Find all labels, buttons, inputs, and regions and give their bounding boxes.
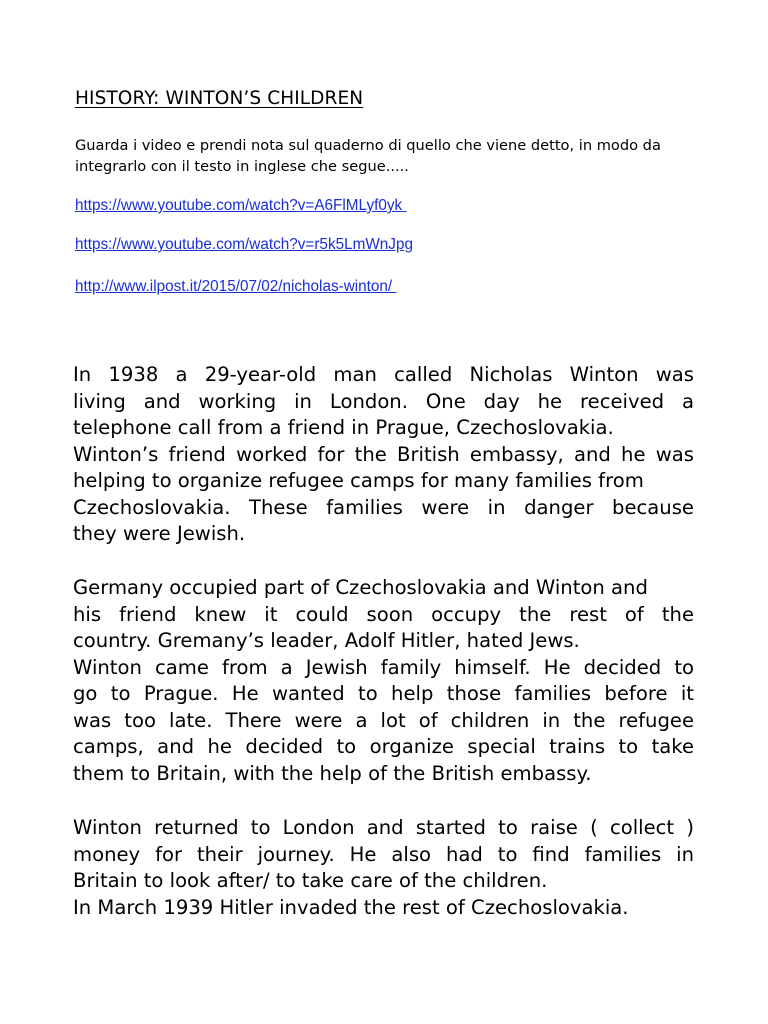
video-link-2[interactable]: https://www.youtube.com/watch?v=r5k5LmWnJpg	[75, 236, 413, 253]
paragraph-line: In 1938 a 29-year-old man called Nicholas Winton was	[73, 363, 694, 386]
paragraph-line: they were Jewish.	[73, 522, 246, 545]
paragraph-line: helping to organize refugee camps for many families from	[73, 469, 644, 492]
paragraph-2	[73, 575, 694, 787]
paragraph-line: telephone call from a friend in Prague, Czechoslovakia.	[73, 416, 614, 439]
video-link-1[interactable]: https://www.youtube.com/watch?v=A6FlMLyf0yk	[75, 197, 407, 214]
paragraph-line: Germany occupied part of Czechoslovakia and Winton and	[73, 576, 648, 599]
paragraph-line: camps, and he decided to organize special trains to take	[73, 735, 694, 758]
paragraph-line: was too late. There were a lot of children in the refugee	[73, 708, 694, 732]
paragraph-3	[73, 815, 694, 921]
article-link[interactable]: http://www.ilpost.it/2015/07/02/nicholas-winton/	[75, 278, 397, 295]
paragraph-line: living and working in London. One day he received a	[73, 389, 694, 413]
paragraph-line: In March 1939 Hitler invaded the rest of Czechoslovakia.	[73, 895, 629, 919]
page-title: HISTORY: WINTON’S CHILDREN	[75, 88, 364, 109]
paragraph-line: Winton returned to London and started to raise ( collect )	[73, 816, 694, 839]
paragraph-line: them to Britain, with the help of the British embassy.	[73, 761, 592, 785]
paragraph-line: Winton’s friend worked for the British embassy, and he was	[73, 442, 694, 466]
instructions-text: Guarda i video e prendi nota sul quaderno di quello che viene detto, in modo da integrarlo con il testo in inglese che segue.....	[75, 137, 661, 175]
paragraph-line: Czechoslovakia. These families were in danger because	[73, 495, 694, 519]
paragraph-line: country. Gremany’s leader, Adolf Hitler, hated Jews.	[73, 629, 580, 652]
paragraph-line: go to Prague. He wanted to help those families before it	[73, 682, 694, 705]
paragraph-line: money for their journey. He also had to find families in	[73, 842, 694, 866]
paragraph-line: his friend knew it could soon occupy the rest of the	[73, 602, 694, 626]
paragraph-1	[73, 362, 694, 548]
paragraph-line: Britain to look after/ to take care of the children.	[73, 869, 548, 892]
paragraph-line: Winton came from a Jewish family himself. He decided to	[73, 655, 694, 679]
